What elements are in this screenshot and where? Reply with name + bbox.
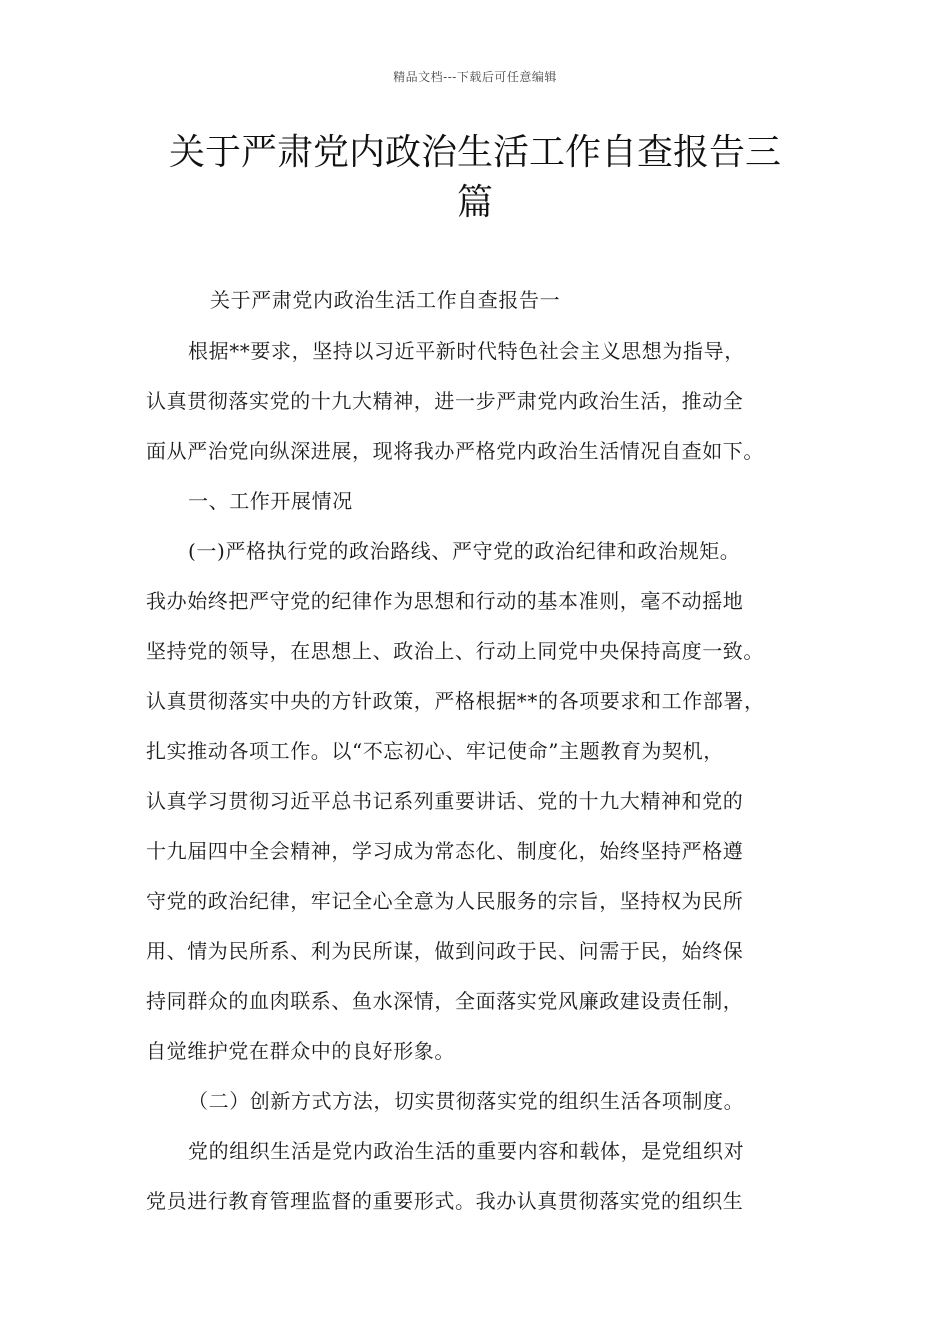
paragraph-line: 守党的政治纪律，牢记全心全意为人民服务的宗旨，坚持权为民所 [146, 889, 744, 913]
paragraph-line: 扎实推动各项工作。以“不忘初心、牢记使命”主题教育为契机， [146, 739, 724, 763]
paragraph-line: 坚持党的领导，在思想上、政治上、行动上同党中央保持高度一致。 [146, 639, 764, 663]
paragraph-line: 党员进行教育管理监督的重要形式。我办认真贯彻落实党的组织生 [146, 1189, 744, 1213]
paragraph-line: 认真学习贯彻习近平总书记系列重要讲话、党的十九大精神和党的 [146, 789, 744, 813]
paragraph-line: 我办始终把严守党的纪律作为思想和行动的基本准则，毫不动摇地 [146, 589, 744, 613]
paragraph-line: 认真贯彻落实中央的方针政策，严格根据**的各项要求和工作部署， [146, 689, 765, 713]
paragraph-line: 持同群众的血肉联系、鱼水深情，全面落实党风廉政建设责任制， [146, 989, 744, 1013]
paragraph-line: 认真贯彻落实党的十九大精神，进一步严肃党内政治生活，推动全 [146, 389, 744, 413]
paragraph-line: 关于严肃党内政治生活工作自查报告一 [210, 288, 561, 312]
paragraph-line: 面从严治党向纵深进展，现将我办严格党内政治生活情况自查如下。 [146, 439, 764, 463]
paragraph-line: 根据**要求，坚持以习近平新时代特色社会主义思想为指导， [188, 339, 745, 363]
document-title [130, 128, 820, 228]
page-header: 精品文档---下载后可任意编辑 [393, 70, 557, 84]
paragraph-line: (一)严格执行党的政治路线、严守党的政治纪律和政治规矩。 [188, 539, 741, 563]
paragraph-line: 党的组织生活是党内政治生活的重要内容和载体，是党组织对 [188, 1139, 745, 1163]
paragraph-line: 自觉维护党在群众中的良好形象。 [146, 1039, 455, 1063]
title-line-2: 篇 [456, 182, 493, 223]
paragraph-line: 十九届四中全会精神，学习成为常态化、制度化，始终坚持严格遵 [146, 839, 744, 863]
paragraph-line: 用、情为民所系、利为民所谋，做到问政于民、问需于民，始终保 [146, 939, 744, 963]
title-line-1: 关于严肃党内政治生活工作自查报告三 [168, 132, 781, 173]
paragraph-line: 一、工作开展情况 [188, 489, 353, 513]
paragraph-line: （二）创新方式方法，切实贯彻落实党的组织生活各项制度。 [188, 1089, 745, 1113]
